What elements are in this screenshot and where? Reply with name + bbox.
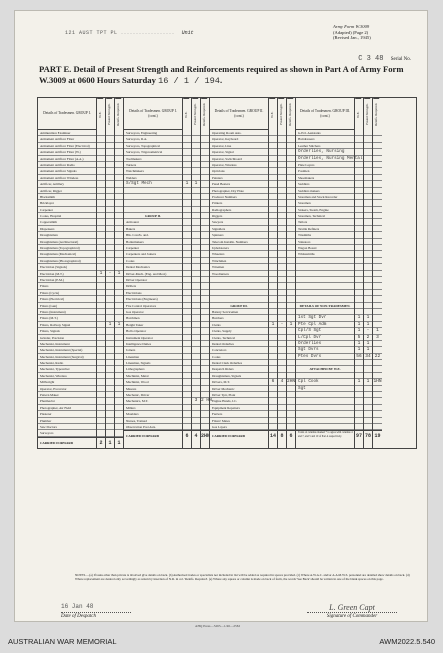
trade-row: Fitters (Gun)	[38, 303, 96, 309]
trade-row: Orderlies, Nursing Mental	[298, 155, 363, 161]
count-cell: 56	[356, 353, 362, 359]
trade-row: Engine Hands, I.C.	[210, 398, 268, 404]
count-header: W.E.	[269, 98, 275, 130]
trade-row: Masons	[124, 386, 182, 392]
count-cell: 1	[97, 271, 105, 277]
trade-row: Operating Room Asts.	[210, 130, 268, 136]
count-column	[97, 98, 106, 448]
carried-forward-label: Totals of columns marked * to agree with columns 4 and 7, and 5 and 10 of Part A respectively.	[296, 430, 354, 441]
title-suffix: .	[219, 74, 223, 85]
carried-forward-value: 2HN	[201, 430, 209, 441]
trade-row: Instrument Operator	[124, 335, 182, 341]
column-header: Details of Tradesmen. GROUP I. (cont.)	[124, 98, 182, 130]
trade-row: Mechanist, Instrument (Surgical)	[38, 354, 96, 360]
carried-forward-value: 14	[269, 430, 277, 441]
trade-row: Bakers	[124, 226, 182, 232]
count-cell: 1	[355, 379, 363, 385]
count-header: W.E.	[355, 98, 361, 130]
trade-row: Riggers	[210, 213, 268, 219]
trade-row: Armament Artificer Fitter (A.A.)	[38, 156, 96, 162]
trade-row: Sgt Dvrs	[296, 347, 354, 353]
page-title	[39, 64, 419, 86]
trade-row: Armament Artificer Fitter	[38, 136, 96, 142]
watermark-right: AWM2022.5.540	[379, 637, 435, 646]
count-cell: 5	[355, 335, 363, 341]
trade-row: Orderlies	[296, 341, 354, 347]
count-cell: 1	[355, 328, 363, 334]
unit-value: 121 AUST TPT PL	[65, 30, 118, 36]
title-text: PART E. Detail of Present Strength and Reinforcements required as shown in Part A of Army Form W.3009 at 0600 Hours Saturday	[39, 64, 404, 85]
count-cell: 1	[364, 341, 372, 347]
trade-row: Butchers	[210, 315, 268, 321]
count-header: Posted Strength.	[278, 98, 284, 130]
count-cell: 1	[355, 315, 363, 321]
trade-row: Mechanist, Instrument	[38, 341, 96, 347]
trade-row: Armament Artificer Fitter (W.)	[38, 149, 96, 155]
trade-row: Draughtsman (Topographical)	[38, 245, 96, 251]
carried-forward-label: CARRIED FORWARD	[124, 430, 182, 441]
count-cell: 1	[183, 181, 191, 187]
trade-row: Driver Tptr, Plant	[210, 392, 268, 398]
trade-row: Radiographers	[210, 207, 268, 213]
count-cell: 1	[355, 322, 363, 328]
trade-row: Surveyors, Engineering	[124, 130, 182, 136]
trade-row: Storeman and Stock Recorder	[296, 194, 354, 200]
count-cell: 2HN	[287, 379, 296, 385]
trade-row: Whitesmiths	[296, 251, 354, 257]
trade-row: Mechanic, Driver	[124, 392, 182, 398]
trade-row: S/Sgt Mech	[124, 181, 182, 187]
trade-row: Winchmen	[210, 258, 268, 264]
trade-row: G.P.O. Assistants	[296, 130, 354, 136]
trade-row: Wheelers	[210, 251, 268, 257]
trade-row: Intelligence Duties	[124, 341, 182, 347]
trade-row: Dental Orderlies	[210, 341, 268, 347]
trade-row: Opticians	[210, 168, 268, 174]
unit-label: Unit	[181, 30, 194, 36]
trade-row: Cooks	[124, 258, 182, 264]
trade-row: Grinder, Precision	[38, 335, 96, 341]
form-line-3: (Revised Jan., 1945)	[333, 35, 371, 41]
trade-row: Fitters' Mates	[210, 418, 268, 424]
trade-row: Tinsmiths	[296, 232, 354, 238]
trade-row: Turners	[124, 162, 182, 168]
trade-row: Mechanist, Radio	[38, 360, 96, 366]
trade-row: GROUP II.	[124, 213, 182, 219]
carried-forward-label: CARRIED FORWARD	[210, 430, 268, 441]
count-cell: -	[278, 322, 286, 328]
trade-row: Surveyors	[38, 430, 96, 436]
trade-row: Observation Post Asts.	[124, 424, 182, 430]
form-sheet	[14, 10, 428, 628]
trades-column-1	[38, 98, 97, 448]
despatch-label: Date of Despatch	[61, 612, 131, 619]
trade-row: Fire Control Operators	[124, 303, 182, 309]
watermark-left: AUSTRALIAN WAR MEMORIAL	[8, 637, 117, 646]
trade-row: Armament Artificer Wireless	[38, 175, 96, 181]
trade-row: Concretors	[210, 347, 268, 353]
carried-forward-value: 6	[183, 430, 191, 441]
count-cell: 1	[364, 322, 372, 328]
trade-row: Dental Mechanics	[124, 264, 182, 270]
unit-line	[65, 30, 194, 36]
trade-row: Blacksmith	[38, 194, 96, 200]
carried-forward-value: 4	[192, 430, 200, 441]
trade-row: Signallers	[210, 226, 268, 232]
trade-row: Sgt	[296, 386, 354, 392]
trade-row: Pte Cpl Adm	[296, 322, 354, 328]
count-header: Posted Strength.	[106, 98, 112, 130]
trade-row: Armament Artificer Radio	[38, 162, 96, 168]
trade-row: Farriers	[210, 411, 268, 417]
trade-row: Linesman	[124, 354, 182, 360]
count-cell: 1	[115, 322, 123, 328]
trade-row: Armourer	[124, 219, 182, 225]
trade-row: Machinist, Wood	[124, 379, 182, 385]
trade-row: Driver Mechanic	[210, 386, 268, 392]
trade-row: Fitters (Instrument)	[38, 309, 96, 315]
trade-row: Toolmakers	[124, 156, 182, 162]
count-header: Posted Strength.	[192, 98, 198, 130]
trade-row: Electricians (Engineers)	[124, 296, 182, 302]
trade-row: Clerks, Supply	[210, 328, 268, 334]
trade-row: Shoemakers	[296, 175, 354, 181]
count-column	[355, 98, 364, 448]
trade-row: Saddlers	[296, 181, 354, 187]
trade-row: Textile Refiners	[296, 226, 354, 232]
trade-row: Dental Clerk Orderlies	[210, 360, 268, 366]
carried-forward-value: 8	[278, 430, 286, 441]
trade-row: Coppersmith	[38, 219, 96, 225]
trade-row: Plumber	[38, 418, 96, 424]
trade-row: Operator, Keyboard	[210, 136, 268, 142]
trade-row: Surveyors, Trigonometrical	[124, 149, 182, 155]
trade-row: Producer Numbers	[210, 194, 268, 200]
count-cell: 22	[374, 353, 381, 359]
count-cell: 1	[269, 322, 277, 328]
count-cell: 1	[364, 347, 372, 353]
trade-row: Moulders	[124, 411, 182, 417]
count-cell: 1	[355, 347, 363, 353]
trade-row: Artificer, Rigger	[38, 188, 96, 194]
trade-row: Driver Operator	[124, 277, 182, 283]
trade-row: Ammunition Examiner	[38, 130, 96, 136]
trade-row: Watchmakers	[124, 168, 182, 174]
despatch-date	[61, 603, 131, 619]
form-line-2: (Adapted) (Page 2)	[333, 29, 369, 35]
trade-row: Operator, Wireless	[210, 162, 268, 168]
trade-row: Clerks, Technical	[210, 335, 268, 341]
count-cell: -	[364, 328, 372, 334]
trade-row: Mechanics, M.T.	[124, 398, 182, 404]
trade-row: Height Taker	[124, 322, 182, 328]
trade-row: Carpenter	[38, 207, 96, 213]
trade-row: Mechanist, Wireless	[38, 373, 96, 379]
trade-row: Upholsterers	[210, 245, 268, 251]
count-cell: 1	[373, 328, 382, 334]
strength-table	[37, 97, 417, 449]
count-column	[115, 98, 124, 448]
trade-row: Wiremen	[210, 264, 268, 270]
trade-row: Fitters (Cycle)	[38, 290, 96, 296]
trade-row: Surveyors, Topographical	[124, 143, 182, 149]
trade-row: Joiners	[124, 347, 182, 353]
trade-row: Drillers	[124, 283, 182, 289]
trades-column-3	[210, 98, 269, 448]
trade-row: Surveyors, R.A.	[124, 136, 182, 142]
trade-row: Printers	[210, 200, 268, 206]
trade-row: Driver-Mech. (Eng. and Med.)	[124, 271, 182, 277]
count-cell: 34	[365, 353, 371, 359]
count-cell: 1	[364, 379, 372, 385]
trade-row: Fitters (M.T.)	[38, 315, 96, 321]
count-cell: 3	[373, 335, 382, 341]
carried-forward-value: 2	[97, 437, 105, 448]
trade-row: Gas Layers	[210, 424, 268, 430]
trade-row: Fitters, Railway Signal	[38, 322, 96, 328]
trade-row: Hollo Operator	[124, 328, 182, 334]
trade-row: Hatchmen	[124, 315, 182, 321]
trade-row: Operator, Line	[210, 143, 268, 149]
trade-row: Drivers, M.T.	[210, 379, 268, 385]
trade-row: DETAILS OF NON-TRADESMEN.	[296, 303, 354, 309]
count-header: Reinfs. Required.	[115, 98, 121, 130]
count-cell: 6	[269, 379, 277, 385]
trade-row: Valuators	[296, 239, 354, 245]
carried-forward-value: 78	[364, 430, 372, 441]
trade-row: Blk. Cond's. and.	[124, 232, 182, 238]
count-header: W.E.	[97, 98, 103, 130]
trade-row: Woodturners	[210, 271, 268, 277]
trade-row: Storemen, Technical	[296, 213, 354, 219]
trade-row: Draughtsman (Mechanical)	[38, 251, 96, 257]
trade-row: Carpenters and Joiners	[124, 251, 182, 257]
trade-row: Clerks	[210, 322, 268, 328]
trade-row: Fitters	[38, 283, 96, 289]
trade-row: Fitters, Signals	[38, 328, 96, 334]
trade-row: Draughtsman	[38, 232, 96, 238]
trade-row: Millwright	[38, 379, 96, 385]
count-column	[269, 98, 278, 448]
trade-row: Cooks, Hospital	[38, 213, 96, 219]
trade-row: L/Cpl Dvr	[296, 335, 354, 341]
trade-row: Storemen	[296, 200, 354, 206]
trade-row: Battery Servicemen	[210, 309, 268, 315]
trade-row: Operator, Switchboard	[210, 156, 268, 162]
trade-row: Stokers, Steam, Engine	[296, 207, 354, 213]
trade-row: Draughtsman (Photographical)	[38, 258, 96, 264]
count-cell: 2	[364, 335, 372, 341]
count-column	[201, 98, 210, 448]
trade-row: Cpl Cook	[296, 379, 354, 385]
carried-forward-value: 6	[287, 430, 295, 441]
count-column	[183, 98, 192, 448]
form-identifier	[333, 24, 413, 41]
notes: NOTES.—(a) If tasks other than private is involved give details on back. (b) Authorised trades or specialists not included in list will be added as required in spaces provided. (c) Where A.W.A.C. and/or A.A.M.W.S. personnel are detailed show details on back. (d) Where replacement are desired only accordingly as return by insertion of N.R. in col. 'Reinfs. Required'. (e) Where any square or column is made on back of form, the words 'See Back' should be written in one of the blank spaces on this page.	[75, 573, 410, 581]
trade-row: Fitters (Electrical)	[38, 296, 96, 302]
trade-row: Pattern Maker	[38, 392, 96, 398]
trade-row: Linesman, Signals	[124, 360, 182, 366]
serial-stamp: C 3 48	[358, 55, 384, 63]
count-header: Reinfs. Required.	[373, 98, 379, 130]
count-cell: 4	[278, 379, 286, 385]
count-cell: 2 HN	[201, 398, 212, 404]
count-cell: 1	[115, 271, 123, 277]
trade-row: Electricians	[124, 290, 182, 296]
count-cell: 3	[192, 398, 200, 404]
trade-row: Wagon Boastr	[296, 245, 354, 251]
trade-row: Nurses, Trained	[124, 418, 182, 424]
count-cell: 1	[192, 181, 200, 187]
count-column	[364, 98, 373, 448]
trade-row: Panel Beaters	[210, 181, 268, 187]
carried-forward-value: 1	[106, 437, 114, 448]
trade-row: Cpl/S Sgt	[296, 328, 354, 334]
count-column	[106, 98, 115, 448]
trade-row: Ptes Dvrs	[296, 354, 354, 360]
printer-line: AHQ Press—5265—1/46—25M	[195, 624, 240, 628]
trade-row: Boilermakers	[124, 239, 182, 245]
trade-row: Orderlies, Nursing	[296, 149, 354, 155]
watermark-bar	[0, 630, 443, 653]
trade-row: Saw Doctors	[38, 424, 96, 430]
commander-signature	[307, 603, 397, 619]
title-date: 16 / 1 / 194	[158, 75, 220, 86]
count-cell: 1	[364, 315, 372, 321]
carried-forward-value: 97	[355, 430, 363, 441]
column-header: Details of Tradesmen. GROUP I.	[38, 98, 96, 130]
trade-row: Electrician (M.T.)	[38, 271, 96, 277]
trade-row: Electrician (Signals)	[38, 264, 96, 270]
count-header: Reinfs. Required.	[287, 98, 293, 130]
trade-row: Spinners	[210, 232, 268, 238]
count-header: Posted Strength.	[364, 98, 370, 130]
trade-row: Despatch Riders	[210, 366, 268, 372]
trades-column-2	[124, 98, 183, 448]
count-column	[287, 98, 296, 448]
trade-row: Painters	[210, 175, 268, 181]
count-cell: 1HN	[373, 379, 382, 385]
trade-row: Mechanist, Typewriter	[38, 366, 96, 372]
count-header: Reinfs. Required.	[201, 98, 207, 130]
carried-forward-label: CARRIED FORWARD	[38, 437, 96, 448]
trade-row: Plasterer	[38, 411, 96, 417]
trade-row: Bricklayer	[38, 200, 96, 206]
serial-label: Serial No.	[390, 57, 411, 62]
trade-row: Operator, Signal	[210, 149, 268, 155]
trade-row: Photographer, Dry Plate	[210, 188, 268, 194]
trade-row: Welders	[124, 175, 182, 181]
despatch-hand: 16 Jan 48	[61, 603, 94, 610]
carried-forward-value: 1	[115, 437, 123, 448]
count-column	[192, 98, 201, 448]
trade-row: Electrician (E.M.)	[38, 277, 96, 283]
trade-row: Leather Stitchers	[296, 143, 354, 149]
column-header: Details of Tradesmen. GROUP III. (cont.)	[296, 98, 354, 130]
trade-row: Machinist, Metal	[124, 373, 182, 379]
count-cell: 1	[287, 322, 295, 328]
count-header: W.E.	[183, 98, 189, 130]
trade-row: Armament Artificer Fitter (Electrical)	[38, 143, 96, 149]
trade-row: Draughtsman (Architectural)	[38, 239, 96, 245]
trade-row: Lithographers	[124, 366, 182, 372]
trade-row: Postmen	[296, 168, 354, 174]
trade-row: Draughtsmen, Signals	[210, 373, 268, 379]
trade-row: GROUP III.	[210, 303, 268, 309]
trade-row: Equipment Repairers	[210, 405, 268, 411]
trade-row: Plate Layers	[296, 162, 354, 168]
count-cell: -	[106, 271, 114, 277]
trade-row: Armament Artificer Signals	[38, 168, 96, 174]
signature-hand: L. Green Capt	[329, 603, 375, 612]
trade-row: Saddlers makers	[296, 188, 354, 194]
trade-row: Mechanist, Instrument (Special)	[38, 347, 96, 353]
trade-row: 1st Sgt Dvr	[296, 315, 354, 321]
trade-row: Millers	[124, 405, 182, 411]
count-column	[278, 98, 287, 448]
unit-dots: ..................	[120, 30, 175, 36]
carried-forward-value: 19	[373, 430, 382, 441]
serial-number	[358, 55, 411, 63]
trade-row: Carpenter	[124, 245, 182, 251]
column-header: Details of Tradesmen. GROUP II. (cont.)	[210, 98, 268, 130]
trade-row: Photographer, Air Field	[38, 405, 96, 411]
trade-row: Gas Operator	[124, 309, 182, 315]
trade-row: Sawyers	[210, 219, 268, 225]
trade-row: Telecom Installn. Numbers	[210, 239, 268, 245]
trade-row: Artificer, Artillery	[38, 181, 96, 187]
trade-row: ATTACHED BY W.E.	[296, 366, 354, 372]
trade-row: Tailors	[296, 219, 354, 225]
signature-label: Signature of Commander	[307, 612, 397, 619]
trade-row: Pharmacist	[38, 398, 96, 404]
trade-row: Hairdressers	[296, 136, 354, 142]
trade-row: Dispensers	[38, 226, 96, 232]
trade-row: Cooks	[210, 354, 268, 360]
count-cell: 1	[106, 322, 114, 328]
count-cell: 1	[355, 341, 363, 347]
trade-row: Operator, Excavator	[38, 386, 96, 392]
count-column	[373, 98, 382, 448]
form-line-1: Army Form W.3009	[333, 24, 370, 29]
